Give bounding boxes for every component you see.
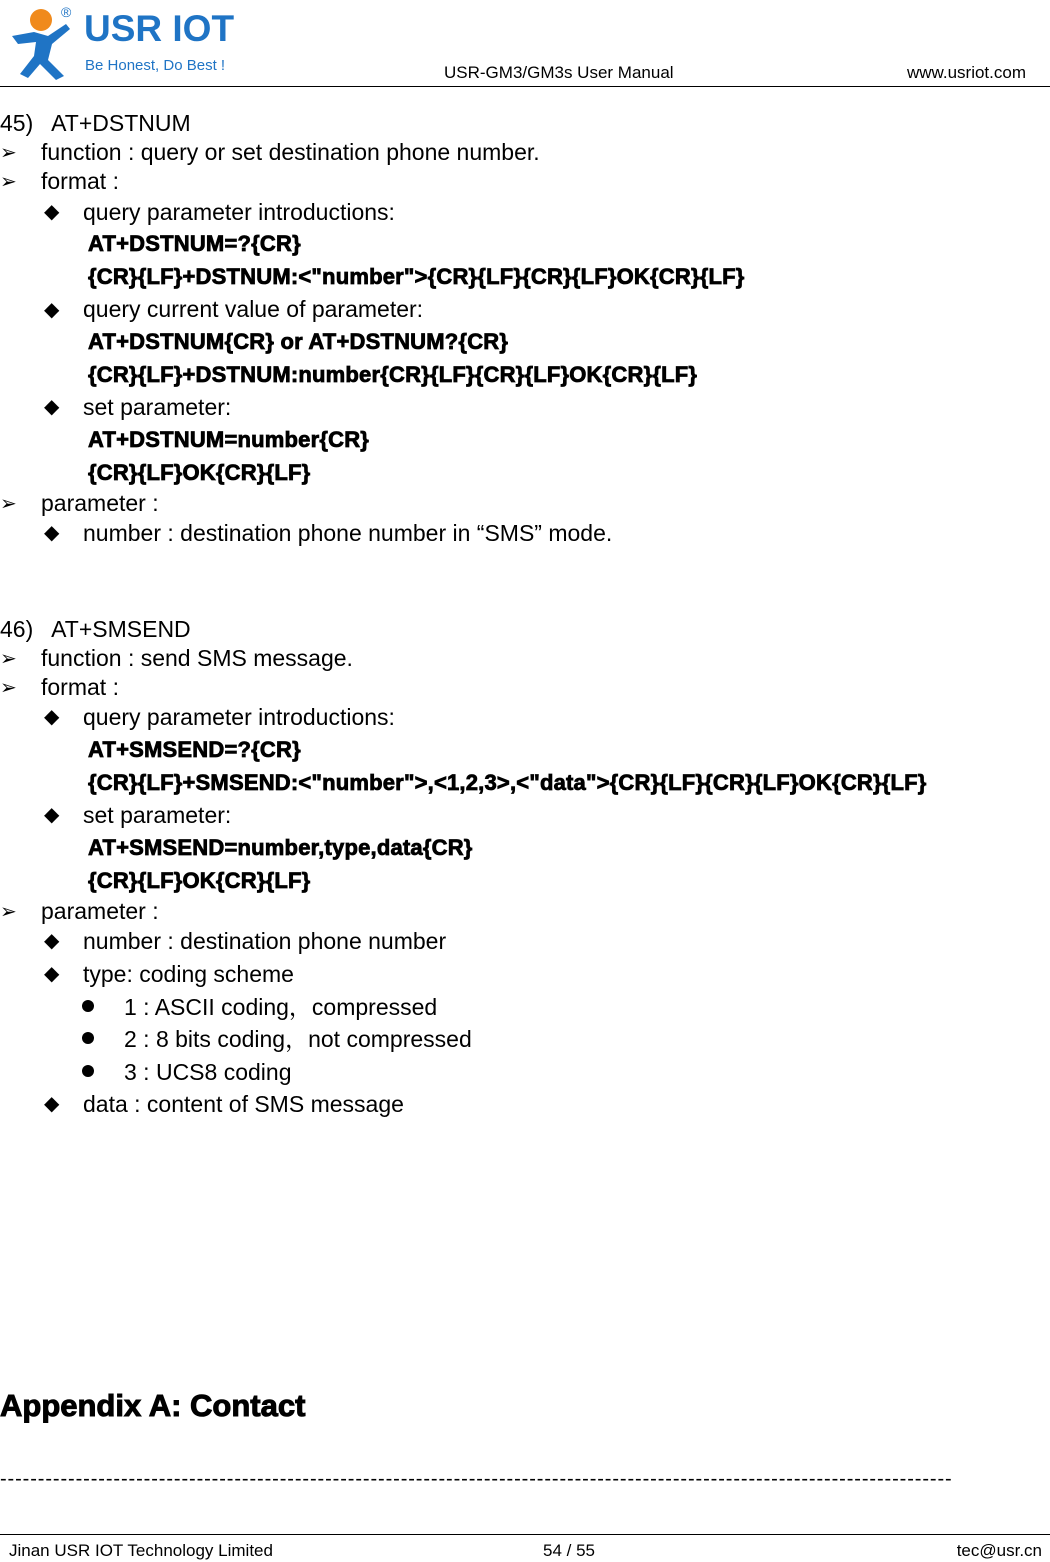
current-intro: query current value of parameter: (83, 296, 424, 322)
manual-title: USR-GM3/GM3s User Manual (444, 63, 674, 82)
page-footer (0, 1534, 1050, 1562)
parameter-line: parameter : (41, 898, 159, 924)
appendix-title: Appendix A: Contact (0, 1388, 306, 1423)
page-header (0, 0, 1050, 87)
logo-runner-head-icon (30, 9, 52, 31)
diamond-bullet-icon: ◆ (44, 396, 60, 418)
set-response: {CR}{LF}OK{CR}{LF} (88, 460, 311, 485)
format-line: format : (41, 674, 119, 700)
type-option-1: 1 : ASCII coding，compressed (124, 994, 438, 1020)
arrow-bullet-icon: ➢ (0, 493, 17, 515)
company-name: Jinan USR IOT Technology Limited (9, 1541, 273, 1560)
diamond-bullet-icon: ◆ (44, 804, 60, 826)
logo-runner-body-icon (12, 24, 70, 80)
arrow-bullet-icon: ➢ (0, 677, 17, 699)
param-number: number : destination phone number in “SMS” mode. (83, 520, 613, 546)
set-intro: set parameter: (83, 394, 232, 420)
param-type: type: coding scheme (83, 961, 294, 987)
diamond-bullet-icon: ◆ (44, 706, 60, 728)
current-response: {CR}{LF}+DSTNUM:number{CR}{LF}{CR}{LF}OK{CR}{LF} (88, 362, 698, 387)
diamond-bullet-icon: ◆ (44, 522, 60, 544)
diamond-bullet-icon: ◆ (44, 963, 60, 985)
arrow-bullet-icon: ➢ (0, 901, 17, 923)
set-command: AT+SMSEND=number,type,data{CR} (88, 835, 473, 860)
usr-iot-logo (4, 2, 244, 82)
set-response: {CR}{LF}OK{CR}{LF} (88, 868, 311, 893)
diamond-bullet-icon: ◆ (44, 1093, 60, 1115)
diamond-bullet-icon: ◆ (44, 930, 60, 952)
parameter-line: parameter : (41, 490, 159, 516)
arrow-bullet-icon: ➢ (0, 171, 17, 193)
arrow-bullet-icon: ➢ (0, 648, 17, 670)
query-intro: query parameter introductions: (83, 199, 395, 225)
query-intro: query parameter introductions: (83, 704, 395, 730)
diamond-bullet-icon: ◆ (44, 201, 60, 223)
query-response: {CR}{LF}+DSTNUM:<"number">{CR}{LF}{CR}{LF}OK{CR}{LF} (88, 264, 745, 289)
diamond-bullet-icon: ◆ (44, 299, 60, 321)
set-command: AT+DSTNUM=number{CR} (88, 427, 370, 452)
dot-bullet-icon (82, 1032, 94, 1044)
param-number: number : destination phone number (83, 928, 447, 954)
function-line: function : query or set destination phone number. (41, 139, 540, 165)
type-option-2: 2 : 8 bits coding，not compressed (124, 1026, 472, 1052)
format-line: format : (41, 168, 119, 194)
svg-text:USR IOT: USR IOT (84, 8, 235, 49)
dot-bullet-icon (82, 1065, 94, 1077)
svg-text:®: ® (61, 4, 72, 20)
query-response: {CR}{LF}+SMSEND:<"number">,<1,2,3>,<"data">{CR}{LF}{CR}{LF}OK{CR}{LF} (88, 770, 927, 795)
svg-text:Be Honest, Do Best !: Be Honest, Do Best ! (85, 57, 226, 74)
current-command: AT+DSTNUM{CR} or AT+DSTNUM?{CR} (88, 329, 509, 354)
param-data: data : content of SMS message (83, 1091, 404, 1117)
section-heading-dstnum: 45) AT+DSTNUM (0, 110, 191, 136)
query-command: AT+DSTNUM=?{CR} (88, 231, 301, 256)
dashed-divider: ------------------------------------------------------------------------------------------------------------------------------ (0, 1468, 953, 1490)
section-heading-smsend: 46) AT+SMSEND (0, 616, 191, 642)
query-command: AT+SMSEND=?{CR} (88, 737, 301, 762)
type-option-3: 3 : UCS8 coding (124, 1059, 292, 1085)
page-number: 54 / 55 (543, 1541, 595, 1560)
arrow-bullet-icon: ➢ (0, 142, 17, 164)
function-line: function : send SMS message. (41, 645, 353, 671)
dot-bullet-icon (82, 1000, 94, 1012)
contact-email[interactable]: tec@usr.cn (956, 1541, 1042, 1560)
set-intro: set parameter: (83, 802, 232, 828)
website-url[interactable]: www.usriot.com (906, 63, 1026, 82)
